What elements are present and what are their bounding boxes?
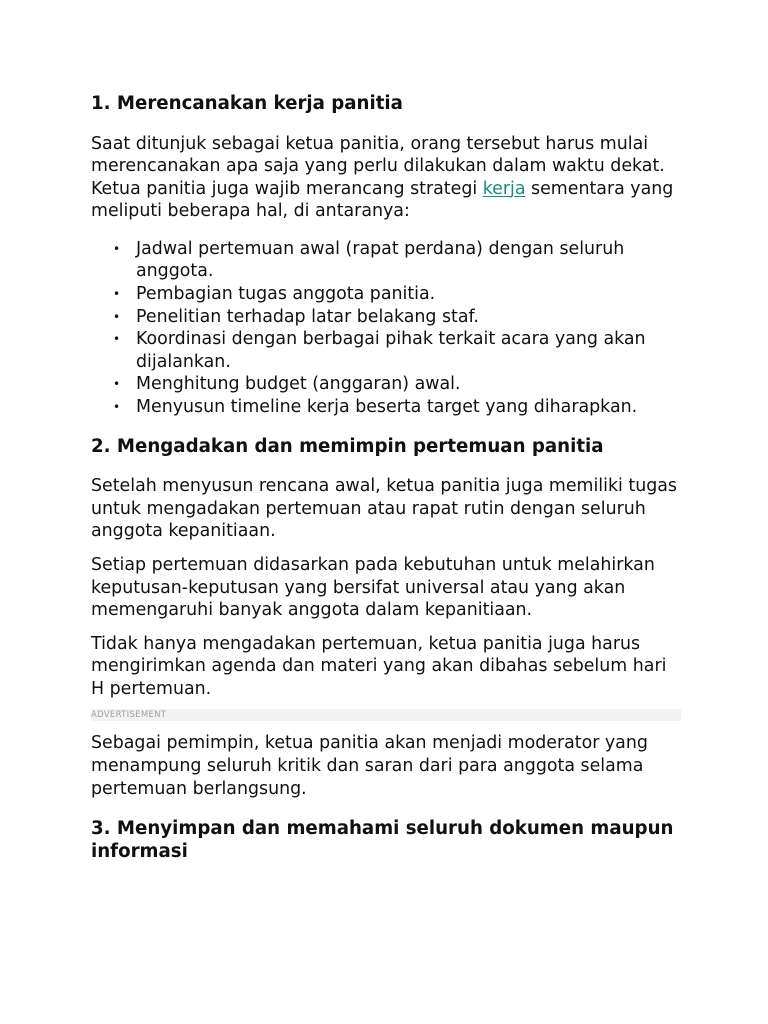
bullet-icon: •: [113, 332, 121, 347]
list-item-text: Jadwal pertemuan awal (rapat perdana) dengan seluruh anggota.: [136, 238, 625, 282]
advertisement-label: ADVERTISEMENT: [91, 710, 167, 721]
list-item-text: Koordinasi dengan berbagai pihak terkait acara yang akan dijalankan.: [136, 329, 646, 372]
list-item: [91, 373, 681, 396]
list-item: [91, 306, 681, 329]
advertisement-banner: [91, 709, 681, 721]
section-2-paragraph: Setelah menyusun rencana awal, ketua panitia juga memiliki tugas untuk mengadakan pertemuan atau rapat rutin dengan seluruh anggota kepanitiaan.: [91, 476, 677, 542]
bullet-icon: •: [113, 400, 121, 415]
bullet-icon: •: [113, 241, 121, 256]
list-item: [91, 283, 681, 306]
intro-text-after-link: sementara yang meliputi beberapa hal, di antaranya:: [91, 178, 674, 222]
section-1-list: [91, 238, 681, 419]
bullet-icon: •: [113, 287, 121, 302]
bullet-icon: •: [113, 377, 121, 392]
section-2-after-ad-paragraph: Sebagai pemimpin, ketua panitia akan menjadi moderator yang menampung seluruh kritik dan saran dari para anggota selama pertemuan berlangsung.: [91, 733, 648, 799]
section-1-heading: 1. Merencanakan kerja panitia: [91, 93, 403, 114]
section-1-intro: [91, 133, 681, 223]
section-3-heading: 3. Menyimpan dan memahami seluruh dokumen maupun informasi: [91, 818, 674, 862]
article-body: [91, 93, 681, 863]
section-2-heading: 2. Mengadakan dan memimpin pertemuan panitia: [91, 435, 604, 457]
list-item-text: Penelitian terhadap latar belakang staf.: [136, 306, 479, 327]
section-2-paragraph: Setiap pertemuan didasarkan pada kebutuhan untuk melahirkan keputusan-keputusan yang bersifat universal atau yang akan memengaruhi banyak anggota dalam kepanitiaan.: [91, 554, 655, 621]
bullet-icon: •: [113, 309, 121, 324]
intro-text-before-link: Saat ditunjuk sebagai ketua panitia, orang tersebut harus mulai merencanakan apa saja yang perlu dilakukan dalam waktu dekat. Ketua panitia juga wajib merancang strategi: [91, 133, 665, 199]
list-item: [91, 328, 681, 373]
list-item-text: Menyusun timeline kerja beserta target yang diharapkan.: [136, 397, 638, 418]
list-item-text: Menghitung budget (anggaran) awal.: [136, 374, 461, 395]
list-item: [91, 238, 681, 283]
section-2-paragraph: Tidak hanya mengadakan pertemuan, ketua panitia juga harus mengirimkan agenda dan materi yang akan dibahas sebelum hari H pertemuan.: [91, 633, 667, 699]
kerja-link[interactable]: kerja: [482, 178, 526, 199]
list-item: [91, 396, 681, 419]
list-item-text: Pembagian tugas anggota panitia.: [136, 284, 436, 305]
